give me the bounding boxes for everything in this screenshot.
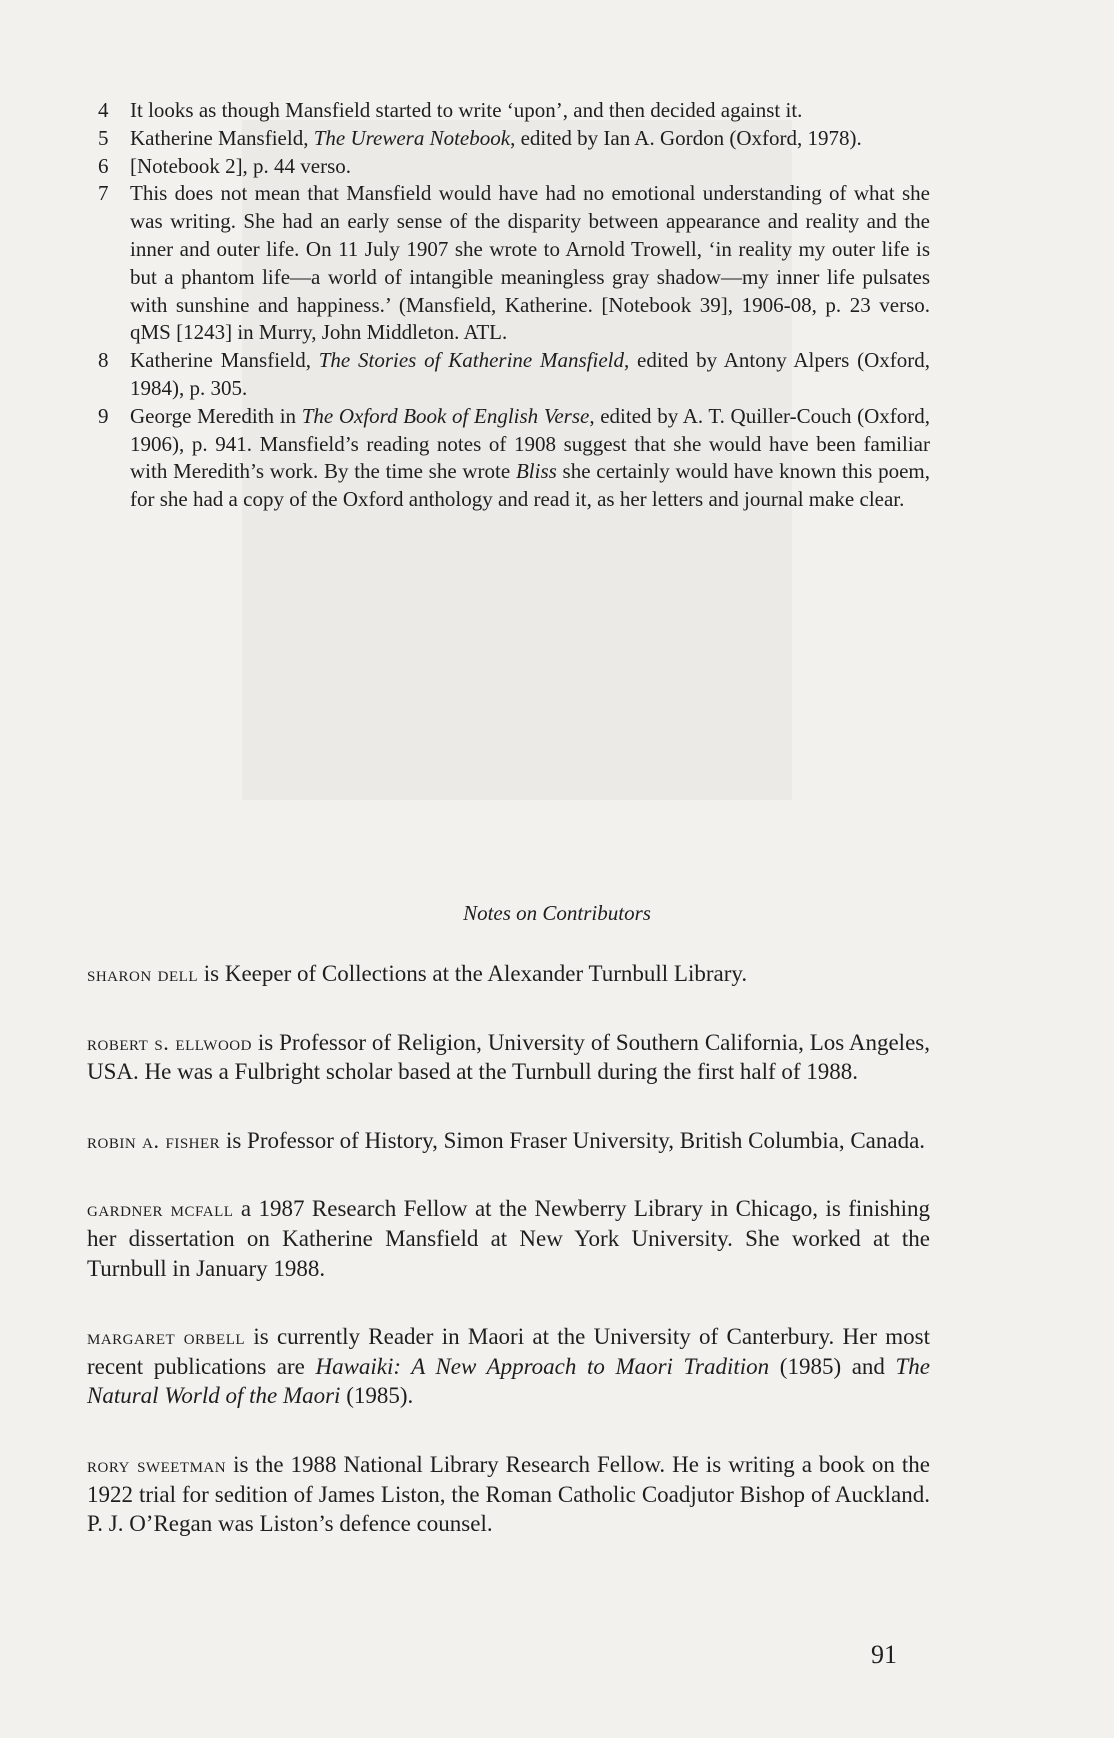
endnote <box>98 403 930 514</box>
endnote <box>98 180 930 347</box>
contributor-name: robert s. ellwood <box>87 1029 252 1055</box>
endnote <box>98 125 930 153</box>
contributors-list <box>87 959 930 1578</box>
endnote-text: [Notebook 2], p. 44 verso. <box>130 153 352 178</box>
contributor-entry: sharon dell is Keeper of Collections at the Alexander Turnbull Library. <box>87 961 748 986</box>
contributor-name: robin a. fisher <box>87 1127 221 1153</box>
page-number: 91 <box>871 1640 897 1669</box>
contributor-entry: robert s. ellwood is Professor of Religion, University of Southern California, Los Angeles, USA. He was a Fulbright scholar based at the Turnbull during the first half of 1988. <box>87 1029 930 1085</box>
book-title: The Urewera Notebook <box>313 125 511 150</box>
book-title: The Stories of Katherine Mansfield <box>318 348 624 373</box>
endnote-text: Katherine Mansfield, The Urewera Notebook, edited by Ian A. Gordon (Oxford, 1978). <box>130 125 862 150</box>
book-title: The Oxford Book of English Verse <box>301 403 590 428</box>
section-title: Notes on Contributors <box>463 901 651 925</box>
endnote-text: George Meredith in The Oxford Book of English Verse, edited by A. T. Quiller-Couch (Oxford, 1906), p. 941. Mansfield’s reading notes of 1908 suggest that she would have been familiar with Meredith’s work. By the time she wrote Bliss she certainly would have known this poem, for she had a copy of the Oxford anthology and read it, as her letters and journal make clear. <box>130 403 930 512</box>
contributor-name: rory sweetman <box>87 1451 227 1477</box>
endnote-number: 5 <box>98 125 109 150</box>
endnote <box>98 153 930 181</box>
contributor-entry: margaret orbell is currently Reader in Maori at the University of Canterbury. Her most recent publications are Hawaiki: A New Approach to Maori Tradition (1985) and The Natural World of the Maori (1985). <box>87 1324 931 1409</box>
contributor-entry: rory sweetman is the 1988 National Library Research Fellow. He is writing a book on the 1922 trial for sedition of James Liston, the Roman Catholic Coadjutor Bishop of Auckland. P. J. O’Regan was Liston’s defence counsel. <box>87 1451 930 1537</box>
endnote-number: 4 <box>98 98 109 122</box>
book-title: Bliss <box>515 459 557 484</box>
contributor-entry: gardner mcfall a 1987 Research Fellow at the Newberry Library in Chicago, is finishing her dissertation on Katherine Mansfield at New York University. She worked at the Turnbull in January 1988. <box>87 1196 930 1281</box>
endnote-text: Katherine Mansfield, The Stories of Katherine Mansfield, edited by Antony Alpers (Oxford, 1984), p. 305. <box>130 348 930 400</box>
contributor-entry: robin a. fisher is Professor of History, Simon Fraser University, British Columbia, Canada. <box>87 1127 926 1153</box>
contributor-name: sharon dell <box>87 961 198 986</box>
contributor-name: margaret orbell <box>87 1324 246 1350</box>
endnote-text: It looks as though Mansfield started to write ‘upon’, and then decided against it. <box>130 98 803 122</box>
endnote <box>98 97 930 125</box>
endnote-number: 9 <box>98 403 109 428</box>
endnotes-list <box>98 97 930 514</box>
endnote-number: 6 <box>98 153 109 178</box>
book-title: Hawaiki: A New Approach to Maori Tradition <box>315 1353 770 1379</box>
endnote-number: 8 <box>98 348 109 373</box>
book-title: The Natural World of the Maori <box>87 1353 930 1409</box>
endnote-number: 7 <box>98 181 109 206</box>
contributor-name: gardner mcfall <box>87 1196 234 1222</box>
endnote-text: This does not mean that Mansfield would have had no emotional understanding of what she was writing. She had an early sense of the disparity between appearance and reality and the inner and outer life. On 11 July 1907 she wrote to Arnold Trowell, ‘in reality my outer life is but a phantom life—a world of intangible meaningless gray shadow—my inner life pulsates with sunshine and happiness.’ (Mansfield, Katherine. [Notebook 39], 1906-08, p. 23 verso. qMS [1243] in Murry, John Middleton. ATL. <box>130 181 930 345</box>
endnote <box>98 347 930 403</box>
